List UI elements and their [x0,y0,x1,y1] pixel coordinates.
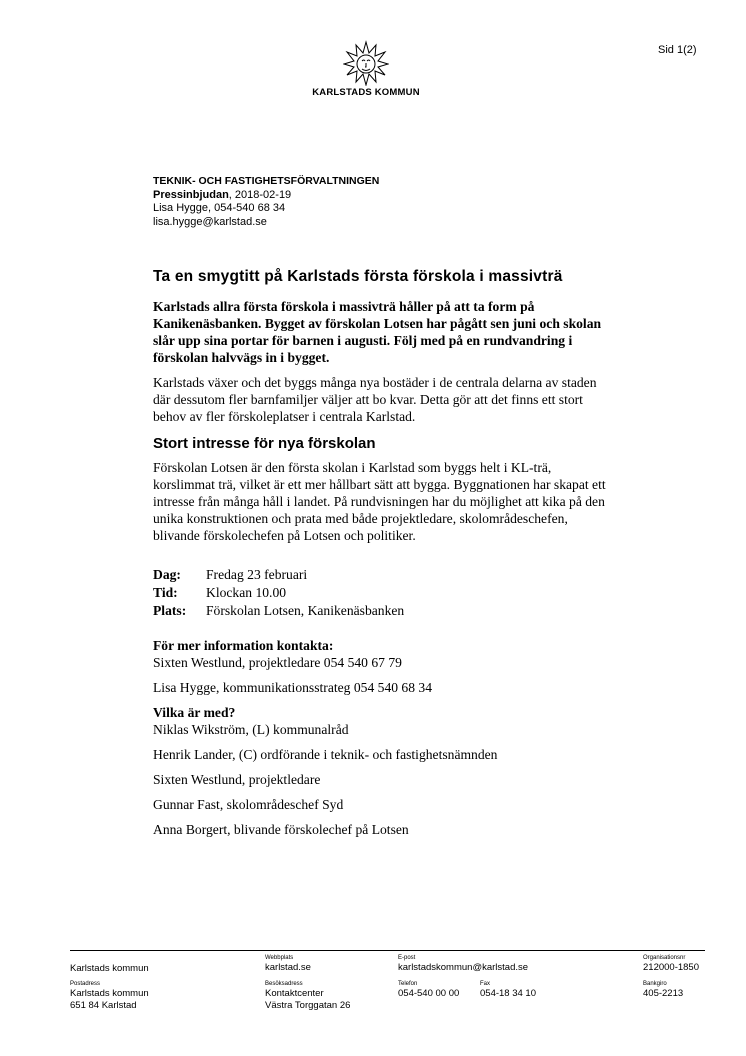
participant: Gunnar Fast, skolområdeschef Syd [153,797,344,812]
participant: Niklas Wikström, (L) kommunalråd [153,722,349,737]
sun-emblem-icon [343,40,389,86]
footer-bank-value: 405-2213 [643,988,684,999]
footer-post-line1: Karlstads kommun [70,988,149,999]
contact-section [153,637,613,838]
main-content [153,266,613,846]
footer-web [265,955,311,974]
footer-visit-label: Besöksadress [265,981,303,987]
detail-label: Dag: [153,567,181,582]
logo-text: KARLSTADS KOMMUN [312,87,420,98]
detail-label: Plats: [153,603,187,618]
footer-email-value: karlstadskommun@karlstad.se [398,962,529,973]
footer-orgnr-value: 212000-1850 [643,962,699,973]
footer-visit [265,981,350,1011]
body-paragraph-1: Karlstads växer och det byggs många nya bostäder i de centrala delarna av staden där dessutom fler barnfamiljer väljer att bo kvar. Detta gör att det finns ett stort behov av fler förskoleplatser i centrala Karlstad. [153,375,597,424]
footer-org-name-text: Karlstads kommun [70,963,149,974]
detail-value: Klockan 10.00 [206,585,287,600]
municipality-logo [300,40,432,98]
footer-org-name [70,963,149,975]
detail-label: Tid: [153,585,178,600]
participant: Anna Borgert, blivande förskolechef på Lotsen [153,822,409,837]
footer-visit-line2: Västra Torggatan 26 [265,999,351,1011]
footer-bank-label: Bankgiro [643,981,667,987]
footer-post-label: Postadress [70,981,101,987]
participant: Sixten Westlund, projektledare [153,772,321,787]
sender-contact: Lisa Hygge, 054-540 68 34 [153,202,286,214]
footer-orgnr-label: Organisationsnr [643,955,686,961]
page-title: Ta en smygtitt på Karlstads första förskola i massivträ [153,268,563,285]
department: TEKNIK- OCH FASTIGHETSFÖRVALTNINGEN [153,175,380,187]
page-number: Sid 1(2) [658,44,697,56]
footer-fax-value: 054-18 34 10 [480,988,536,999]
sender-block [153,175,379,229]
footer-fax-label: Fax [480,981,491,987]
footer-bank [643,981,683,1000]
footer-phone-label: Telefon [398,981,418,987]
footer-orgnr [643,955,699,974]
event-details [153,566,613,620]
detail-row [153,566,613,584]
footer-post-line2: 651 84 Karlstad [70,999,137,1011]
body-paragraph-2: Förskolan Lotsen är den första skolan i Karlstad som byggs helt i KL-trä, korslimmat trä, vilket är ett mer hållbart sätt att bygga. Byggnationen har skapat ett intresse från många håll i landet. På rundvisningen har du möjlighet att kika på den unika konstruktionen och prata med både projektledare, skolområdeschefen, blivande förskolechefen på Lotsen och politiker. [153,460,606,543]
participant: Henrik Lander, (C) ordförande i teknik- och fastighetsnämnden [153,747,498,762]
subheading: Stort intresse för nya förskolan [153,435,376,452]
footer-divider [70,950,705,951]
footer-web-value: karlstad.se [265,962,311,973]
lead-paragraph: Karlstads allra första förskola i massivträ håller på att ta form på Kanikenäsbanken. Bygget av förskolan Lotsen har pågått sen juni och skolan slår upp sina portar för barnen i augusti. Följ med på en rundvandring i förskolan halvvägs in i bygget. [153,299,602,365]
participants-heading: Vilka är med? [153,705,236,720]
sender-email: lisa.hygge@karlstad.se [153,215,267,228]
detail-row [153,602,613,620]
footer-web-label: Webbplats [265,955,294,961]
footer-phone [398,981,459,1000]
detail-value: Förskolan Lotsen, Kanikenäsbanken [206,603,405,618]
footer-post [70,981,149,1011]
footer-phone-value: 054-540 00 00 [398,988,460,999]
detail-row [153,584,613,602]
footer-fax [480,981,536,1000]
footer-email-label: E-post [398,955,416,961]
press-line [153,189,379,203]
footer-visit-line1: Kontaktcenter [265,988,324,999]
detail-value: Fredag 23 februari [206,567,308,582]
doc-date: , 2018-02-19 [228,188,292,201]
info-contact: Sixten Westlund, projektledare 054 540 67 79 [153,655,402,670]
info-heading: För mer information kontakta: [153,638,334,653]
info-contact: Lisa Hygge, kommunikationsstrateg 054 540 68 34 [153,680,433,695]
footer-email [398,955,528,974]
doc-type: Pressinbjudan [153,188,229,201]
